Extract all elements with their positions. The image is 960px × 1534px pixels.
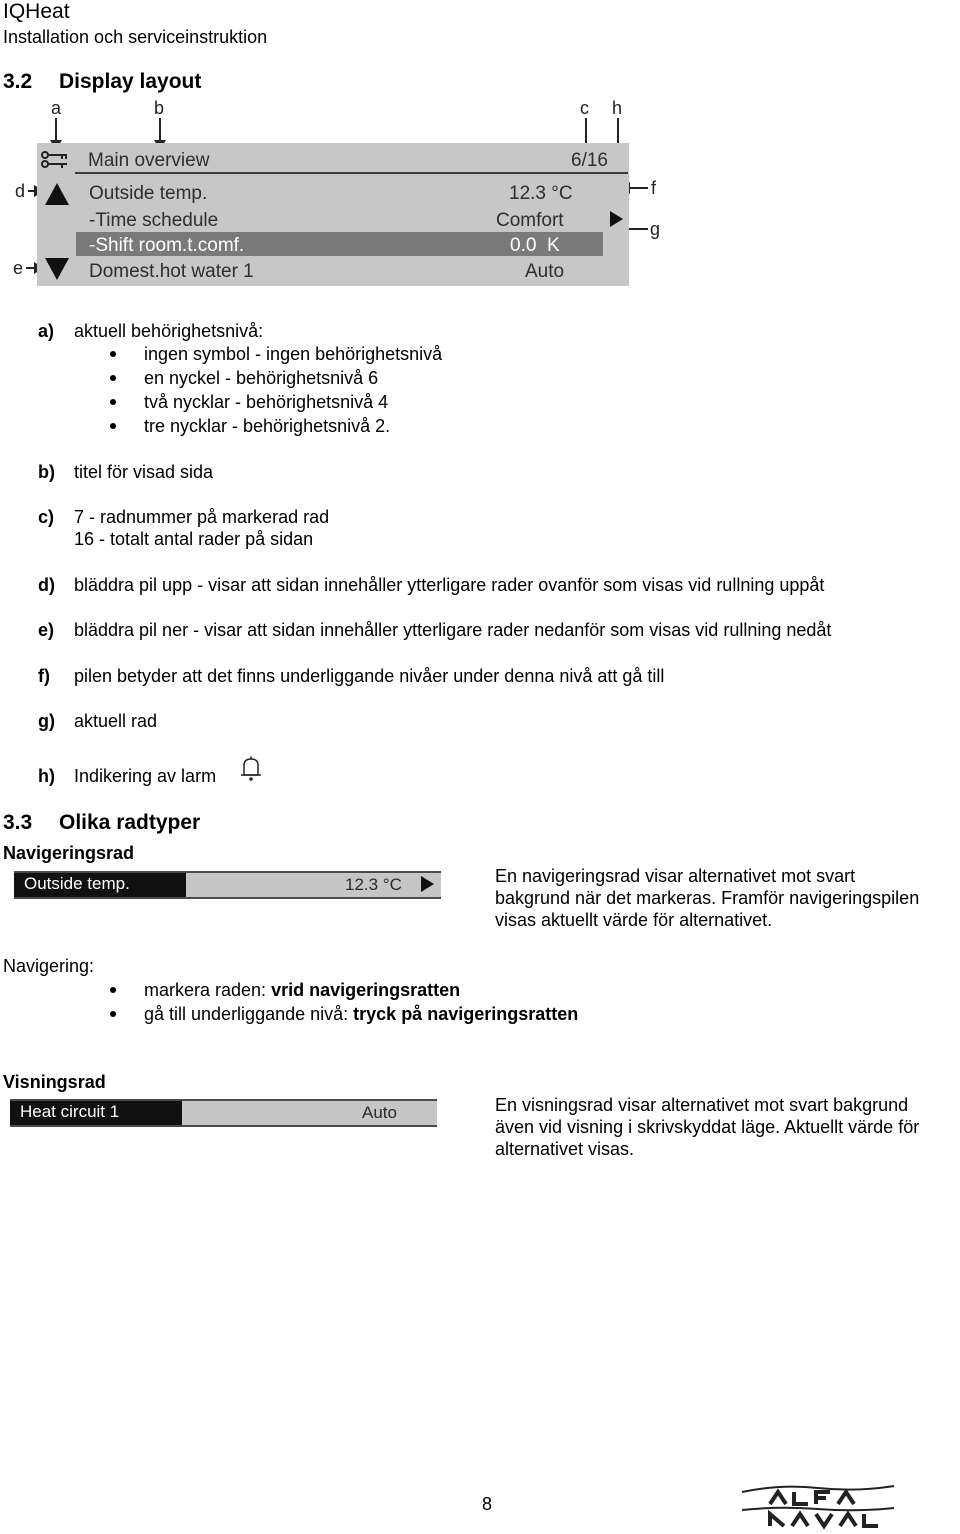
legend-text-c-2: 16 - totalt antal rader på sidan — [74, 529, 314, 549]
display-page-counter: 6/16 — [571, 150, 608, 171]
arrow-e — [26, 267, 36, 269]
description-line: visas aktuellt värde för alternativet. — [495, 910, 773, 930]
legend-text-f: pilen betyder att det finns underliggande nivåer under denna nivå att gå till — [74, 666, 665, 686]
callout-d: d — [15, 181, 26, 201]
bullet-icon — [110, 1011, 116, 1017]
arrow-a — [55, 118, 57, 142]
alarm-bell-icon — [238, 756, 264, 782]
arrow-b — [159, 118, 161, 142]
key-icon — [40, 150, 70, 170]
list-item-text: en nyckel - behörighetsnivå 6 — [144, 368, 379, 388]
section-title: Olika radtyper — [59, 811, 201, 834]
display-row-label: -Time schedule — [89, 210, 219, 231]
bullet-icon — [110, 399, 116, 405]
legend-label-a: a) — [38, 321, 55, 341]
scroll-down-arrow-icon — [44, 257, 70, 281]
list-item — [108, 414, 442, 438]
legend-text-h: Indikering av larm — [74, 766, 217, 786]
legend-text-d: bläddra pil upp - visar att sidan innehåller ytterligare rader ovanför som visas vid rullning uppåt — [74, 575, 825, 595]
display-row-value: Auto — [525, 261, 565, 282]
viewrow-description — [495, 1094, 919, 1160]
callout-e: e — [13, 258, 24, 278]
viewrow-value: Auto — [362, 1103, 397, 1122]
list-item — [108, 342, 442, 366]
scroll-up-arrow-icon — [44, 182, 70, 206]
page-number: 8 — [482, 1494, 493, 1514]
legend-label-e: e) — [38, 620, 55, 640]
callout-b: b — [154, 98, 165, 118]
navrow-label: Outside temp. — [14, 873, 186, 897]
list-item-text: två nycklar - behörighetsnivå 4 — [144, 392, 389, 412]
navrow-value: 12.3 °C — [345, 875, 402, 894]
legend-label-f: f) — [38, 666, 50, 686]
display-row-value-selected: 0.0 K — [510, 235, 560, 256]
legend-text-e: bläddra pil ner - visar att sidan innehåller ytterligare rader nedanför som visas vid rullning nedåt — [74, 620, 832, 640]
section-number: 3.2 — [3, 70, 33, 93]
step-action: vrid navigeringsratten — [271, 980, 461, 1000]
navigation-steps-list — [108, 978, 578, 1026]
display-row-label-selected: -Shift room.t.comf. — [89, 235, 245, 256]
callout-g: g — [650, 219, 661, 239]
list-item-text: tre nycklar - behörighetsnivå 2. — [144, 416, 391, 436]
section-heading-3-2 — [3, 69, 201, 95]
display-page-title: Main overview — [88, 150, 210, 171]
callout-h: h — [612, 98, 623, 118]
list-item — [108, 390, 442, 414]
access-level-list — [108, 342, 442, 438]
alfa-laval-logo — [740, 1482, 896, 1530]
legend-label-b: b) — [38, 462, 55, 482]
legend-text-c: 7 - radnummer på markerad rad — [74, 507, 330, 527]
step-text: gå till underliggande nivå: — [144, 1004, 354, 1024]
legend-label-g: g) — [38, 711, 55, 731]
view-row-example — [10, 1099, 437, 1127]
legend-text-b: titel för visad sida — [74, 462, 214, 482]
document-subtitle: Installation och serviceinstruktion — [3, 27, 268, 47]
display-header-divider — [75, 172, 628, 174]
legend-label-h: h) — [38, 766, 55, 786]
list-item — [108, 1002, 578, 1026]
callout-f: f — [651, 178, 657, 198]
list-item — [108, 366, 442, 390]
callout-c: c — [580, 98, 589, 118]
bullet-icon — [110, 351, 116, 357]
description-line: En navigeringsrad visar alternativet mot svart — [495, 866, 856, 886]
step-text: markera raden: — [144, 980, 272, 1000]
display-row-value: Comfort — [496, 210, 564, 231]
bullet-icon — [110, 987, 116, 993]
callout-a: a — [51, 98, 62, 118]
legend-text-a: aktuell behörighetsnivå: — [74, 321, 264, 341]
display-row-value: 12.3 °C — [509, 183, 573, 204]
bullet-icon — [110, 423, 116, 429]
legend-label-d: d) — [38, 575, 55, 595]
section-heading-3-3 — [3, 810, 200, 836]
arrow-f — [628, 187, 648, 189]
description-line: även vid visning i skrivskyddat läge. Aktuellt värde för — [495, 1117, 920, 1137]
navigation-arrow-icon — [421, 876, 434, 892]
step-action: tryck på navigeringsratten — [353, 1004, 579, 1024]
viewrow-label: Heat circuit 1 — [10, 1101, 182, 1125]
navrow-description — [495, 865, 919, 931]
bullet-icon — [110, 375, 116, 381]
navigation-label: Navigering: — [3, 956, 95, 976]
submenu-arrow-icon — [610, 211, 623, 227]
list-item — [108, 978, 578, 1002]
document-title: IQHeat — [3, 0, 70, 23]
description-line: alternativet visas. — [495, 1139, 635, 1159]
legend-text-g: aktuell rad — [74, 711, 158, 731]
section-number: 3.3 — [3, 811, 33, 834]
arrow-d — [28, 190, 36, 192]
display-row-label: Outside temp. — [89, 183, 208, 204]
description-line: En visningsrad visar alternativet mot svart bakgrund — [495, 1095, 909, 1115]
list-item-text: ingen symbol - ingen behörighetsnivå — [144, 344, 443, 364]
section-title: Display layout — [59, 70, 202, 93]
navrow-heading: Navigeringsrad — [3, 843, 135, 863]
display-row-label: Domest.hot water 1 — [89, 261, 254, 282]
legend-label-c: c) — [38, 507, 55, 527]
viewrow-heading: Visningsrad — [3, 1072, 106, 1092]
navigation-row-example — [14, 871, 441, 899]
description-line: bakgrund när det markeras. Framför navigeringspilen — [495, 888, 920, 908]
